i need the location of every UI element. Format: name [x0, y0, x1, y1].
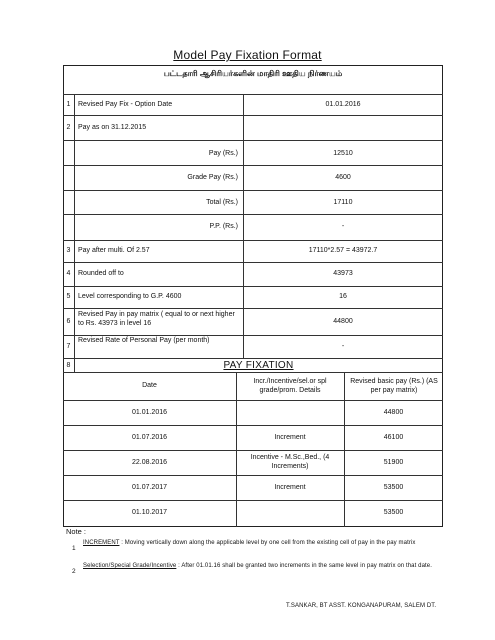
table-cell-date: 22.08.2016	[131, 459, 168, 466]
row-label: Level corresponding to G.P. 4600	[78, 293, 182, 300]
note-item	[83, 562, 441, 570]
tamil-subtitle: பட்டதாரி ஆசிரியர்களின் மாதிரி ஊதிய நிர்ணயம்	[163, 69, 343, 78]
author-credit: T.SANKAR, BT ASST. KONGANAPURAM, SALEM DT.	[286, 603, 437, 609]
row-value: -	[341, 343, 345, 350]
row-number: 7	[66, 343, 71, 350]
table-cell-date: 01.07.2017	[131, 484, 168, 491]
table-cell-date: 01.07.2016	[131, 434, 168, 441]
row-number: 4	[66, 270, 71, 277]
row-label: Pay as on 31.12.2015	[78, 124, 147, 131]
column-header-date: Date	[142, 382, 157, 389]
row-value: 17110*2.57 = 43972.7	[308, 247, 378, 254]
row-label: Rounded off to	[78, 270, 124, 277]
table-cell-date: 01.01.2016	[131, 409, 168, 416]
table-cell-detail: Increment	[274, 434, 306, 441]
table-cell-pay: 46100	[383, 434, 404, 441]
table-cell-pay: 53500	[383, 484, 404, 491]
note-number: 1	[72, 545, 76, 552]
column-header-revised-pay: Revised basic pay (Rs.) (AS per pay matrix)	[350, 378, 438, 394]
row-number: 6	[66, 318, 71, 325]
pay-item-value: 17110	[333, 199, 353, 206]
pay-item-value: 4600	[335, 174, 351, 181]
row-number: 2	[66, 124, 71, 131]
row-label: Revised Pay Fix - Option Date	[78, 101, 173, 108]
table-cell-detail: Incentive - M.Sc.,Bed., (4 Increments)	[250, 454, 330, 470]
row-number: 1	[66, 101, 71, 108]
note-text: : After 01.01.16 shall be granted two increments in the same level in pay matrix on that date.	[176, 563, 432, 569]
table-cell-pay: 51900	[383, 459, 404, 466]
row-number: 8	[66, 362, 71, 369]
pay-item-value: -	[341, 223, 345, 230]
pay-item-label: Grade Pay (Rs.)	[187, 174, 238, 181]
page-title: Model Pay Fixation Format	[173, 48, 322, 62]
table-cell-detail: Increment	[274, 484, 306, 491]
note-term: INCREMENT	[83, 540, 120, 546]
row-label: Revised Pay in pay matrix ( equal to or next higher to Rs. 43973 in level 16	[78, 311, 235, 327]
note-term: Selection/Special Grade/Incentive	[83, 563, 177, 569]
row-number: 3	[66, 247, 71, 254]
table-cell-pay: 44800	[383, 409, 404, 416]
note-text: : Moving vertically down along the applicable level by one cell from the existing cell of pay in the pay matrix	[119, 540, 416, 546]
pay-item-value: 12510	[333, 150, 353, 157]
pay-item-label: Total (Rs.)	[206, 199, 238, 206]
pay-item-label: Pay (Rs.)	[208, 150, 238, 157]
row-label: Revised Rate of Personal Pay (per month)	[78, 337, 210, 344]
pay-item-label: P.P. (Rs.)	[209, 223, 238, 230]
note-item	[83, 539, 441, 547]
column-header-details: Incr./Incentive/sel.or spl grade/prom. Details	[253, 378, 327, 394]
table-cell-date: 01.10.2017	[131, 509, 168, 516]
row-number: 5	[66, 293, 71, 300]
pay-fixation-heading: PAY FIXATION	[223, 360, 294, 371]
note-label: Note :	[66, 527, 87, 536]
row-value: 16	[339, 293, 347, 300]
row-value: 43973	[333, 270, 353, 277]
table-cell-pay: 53500	[383, 509, 404, 516]
row-value: 01.01.2016	[325, 101, 361, 108]
note-number: 2	[72, 568, 76, 575]
row-value: 44800	[333, 318, 353, 325]
row-label: Pay after multi. Of 2.57	[78, 247, 150, 254]
